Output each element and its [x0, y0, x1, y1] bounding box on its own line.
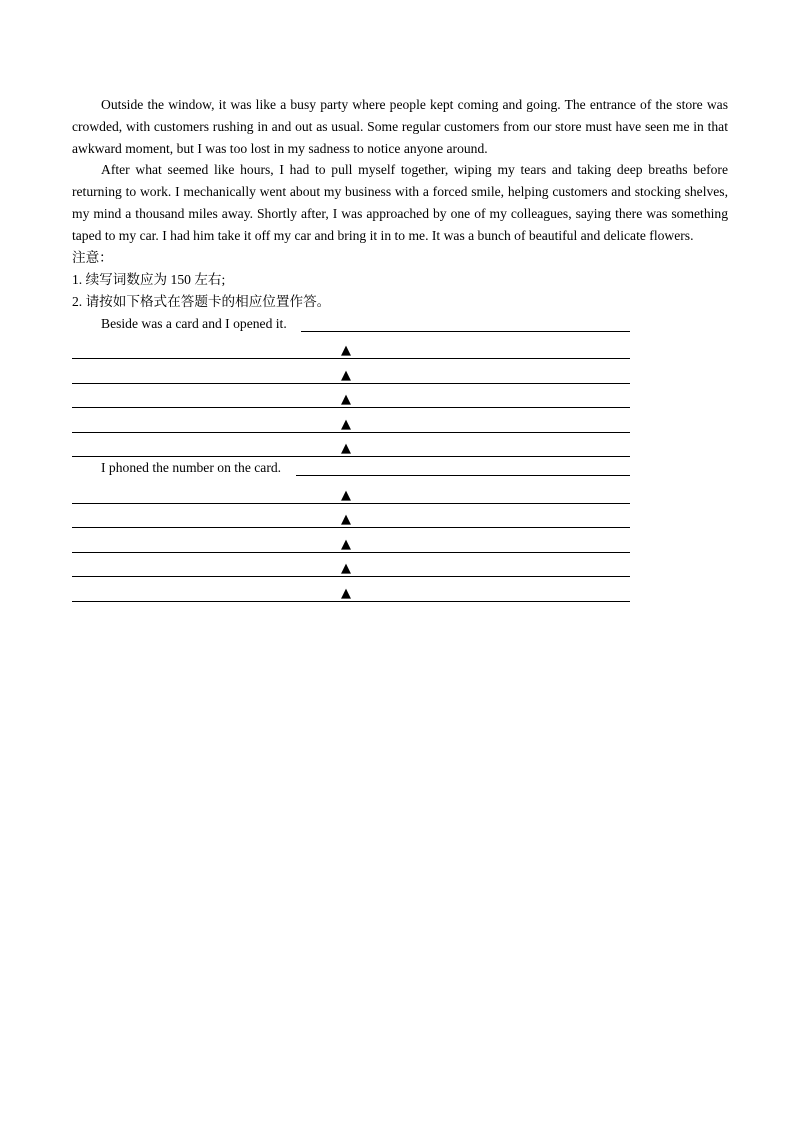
answer-line[interactable]	[72, 479, 630, 504]
story-paragraph-1: Outside the window, it was like a busy party where people kept coming and going. The entrance of the store was crowded, with customers rushing in and out as usual. Some regular customers from our store must have seen me in that awkward moment, but I was too lost in my sadness to notice anyone around.	[72, 97, 728, 156]
triangle-marker-icon: ▲	[341, 536, 351, 552]
notes-heading: 注意：	[72, 249, 113, 265]
section1-starter: Beside was a card and I opened it.	[101, 315, 287, 331]
section2-starter-line[interactable]	[296, 475, 630, 476]
answer-line[interactable]	[72, 359, 630, 384]
triangle-marker-icon: ▲	[341, 561, 351, 577]
triangle-marker-icon: ▲	[341, 392, 351, 408]
story-paragraph-2: After what seemed like hours, I had to pull myself together, wiping my tears and taking deep breaths before returning to work. I mechanically went about my business with a forced smile, helping customers and stocking shelves, my mind a thousand miles away. Shortly after, I was approached by one of my colleagues, saying there was something taped to my car. I had him take it off my car and bring it in to me. It was a bunch of beautiful and delicate flowers.	[72, 162, 728, 243]
section1-starter-row	[72, 313, 728, 335]
note-item-1: 1. 续写词数应为 150 左右;	[72, 271, 226, 287]
triangle-marker-icon: ▲	[341, 512, 351, 528]
triangle-marker-icon: ▲	[341, 343, 351, 359]
note-item-2: 2. 请按如下格式在答题卡的相应位置作答。	[72, 293, 331, 309]
section1-answer-lines	[72, 335, 728, 458]
answer-line[interactable]	[72, 528, 630, 553]
answer-line[interactable]	[72, 553, 630, 578]
triangle-marker-icon: ▲	[341, 441, 351, 457]
answer-line[interactable]	[72, 433, 630, 458]
answer-line[interactable]	[72, 577, 630, 602]
answer-line[interactable]	[72, 335, 630, 360]
triangle-marker-icon: ▲	[341, 367, 351, 383]
document-page	[72, 94, 728, 602]
answer-line[interactable]	[72, 408, 630, 433]
section2-starter: I phoned the number on the card.	[101, 460, 282, 476]
answer-line[interactable]	[72, 504, 630, 529]
answer-line[interactable]	[72, 384, 630, 409]
triangle-marker-icon: ▲	[341, 487, 351, 503]
section2-starter-row	[72, 457, 728, 479]
section1-starter-line[interactable]	[301, 331, 630, 332]
triangle-marker-icon: ▲	[341, 416, 351, 432]
section2-answer-lines	[72, 479, 728, 602]
triangle-marker-icon: ▲	[341, 585, 351, 601]
